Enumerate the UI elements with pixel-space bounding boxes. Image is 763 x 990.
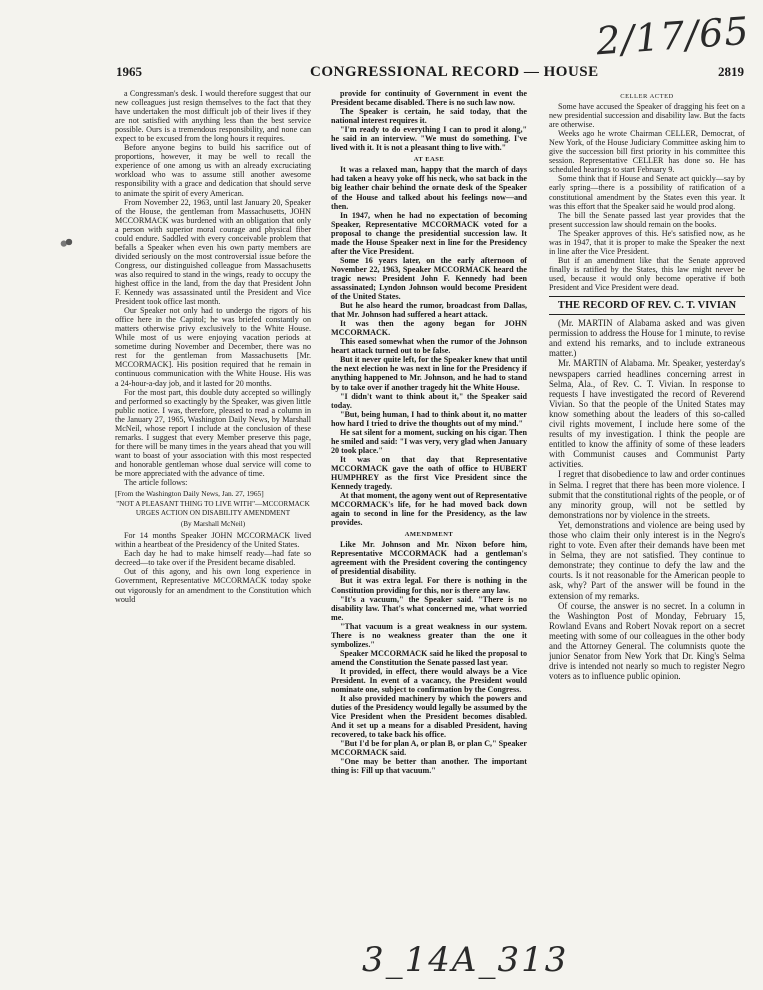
paragraph: Each day he had to make himself ready—had fate so decreed—to take over if the President became disabled. <box>115 549 311 568</box>
paragraph: It was then the agony began for JOHN MCCORMACK. <box>331 319 527 338</box>
paragraph: Before anyone begins to build his sacrifice out of proportions, however, it may be well to recall the experience of one among us with an already excruciating workload who was to assume still another awesome responsibility with a grace and dedication that should serve to animate the spirit of every American. <box>115 143 311 198</box>
handwritten-reference-number: 3_14A_313 <box>362 940 569 980</box>
paragraph: provide for continuity of Government in event the President became disabled. There is no such law now. <box>331 89 527 108</box>
paragraph: Yet, demonstrations and violence are being used by those who claim their only interest is in the Negro's right to vote. Even after their demands have been met in Selma, they are not satisfied. They continue to demonstrate; they continue to defy the law and the courts. Is it not reasonable for the American people to ask, why? Part of the answer will be found in the extension of my remarks. <box>549 519 745 601</box>
article-byline: (By Marshall McNeil) <box>180 520 246 529</box>
paragraph: For the most part, this double duty accepted so willingly and performed so exactingly by the Speaker, was given little public notice. I was, therefore, pleased to read a column in the January 27, 1965, Washington Daily News, by Marshall McNeil, whose report I include at the conclusion of these remarks. I suggest that every Member preserve this page, for there will be many times in the years ahead that you will want to boast of your association with this most respected and honorable gentleman whose dual service will come to be more appreciated with the advance of time. <box>115 387 311 478</box>
paragraph: But if an amendment like that the Senate approved finally is ratified by the States, this law might never be used, because it would only become operative if both President and Vice President were dead. <box>549 255 745 292</box>
paragraph: The Speaker approves of this. He's satisfied now, as he was in 1947, that it is proper to make the Speaker the next in line after the Vice President. <box>549 228 745 256</box>
paragraph: "It's a vacuum," the Speaker said. "There is no disability law. That's what concerned me, what worried me. <box>331 594 527 622</box>
paragraph: It was on that day that Representative MCCORMACK gave the oath of office to HUBERT HUMPHREY as the first Vice President since the Kennedy tragedy. <box>331 454 527 492</box>
paragraph: Of course, the answer is no secret. In a column in the Washington Post of Monday, February 15, Rowland Evans and Robert Novak report on a secret meeting with some of our colleagues in the other body and the Attorney General. The columnists quote the junior Senator from New York that Dr. King's Selma drive is intended not nearly so much to register Negro voters as to influence public opinion. <box>549 600 745 682</box>
subheading: AT EASE <box>413 156 445 164</box>
paragraph: Our Speaker not only had to undergo the rigors of his office here in the Capitol; he was briefed constantly on matters otherwise privy exclusively to the White House. While most of us were enjoying vacation periods at sometime during November and December, there was no rest for the gentleman from Massachusetts [Mr. MCCORMACK]. His position required that he remain in continuous communication with the White House. His was a 24-hour-a-day job, and it lasted for 20 months. <box>115 306 311 388</box>
paragraph: This eased somewhat when the rumor of the Johnson heart attack turned out to be false. <box>331 337 527 356</box>
paragraph: He sat silent for a moment, sucking on his cigar. Then he smiled and said: "I was very, very glad when January 20 took place." <box>331 427 527 455</box>
paragraph: "I didn't want to think about it," the Speaker said today. <box>331 391 527 410</box>
paragraph: In 1947, when he had no expectation of becoming Speaker, Representative MCCORMACK voted for a proposal to change the presidential succession law. It made the House Speaker next in line for the Presidency after the Vice President. <box>331 210 527 256</box>
column-2 <box>331 89 527 939</box>
paragraph: But he also heard the rumor, broadcast from Dallas, that Mr. Johnson had suffered a heart attack. <box>331 301 527 320</box>
paragraph: Like Mr. Johnson and Mr. Nixon before him, Representative MCCORMACK had a gentleman's agreement with the President covering the contingency of presidential disability. <box>331 540 527 577</box>
subheading: AMENDMENT <box>404 531 454 539</box>
column-3 <box>549 89 745 939</box>
paragraph: The article follows: <box>124 478 188 488</box>
paragraph: a Congressman's desk. I would therefore suggest that our new colleagues just resign themselves to the fact that they have undertaken the most difficult job of their lives if they are not satisfied with anything less than the best service possible. Ours is a tremendous responsibility, and none can expect to be excused from the long hours it requires. <box>115 89 311 144</box>
article-headline: "NOT A PLEASANT THING TO LIVE WITH"—MCCORMACK URGES ACTION ON DISABILITY AMENDMENT <box>116 500 310 518</box>
paragraph: It provided, in effect, there would always be a Vice President. In event of a vacancy, the President would nominate one, subject to confirmation by the Congress. <box>331 666 527 695</box>
paragraph: Some 16 years later, on the early afternoon of November 22, 1963, Speaker MCCORMACK heard the tragic news: President John F. Kennedy had been assassinated; Lyndon Johnson would become President of the United States. <box>331 255 527 302</box>
paragraph: "But, being human, I had to think about it, no matter how hard I tried to drive the thoughts out of my mind." <box>331 409 527 428</box>
paragraph: Out of this agony, and his own long experience in Government, Representative MCCORMACK today spoke out vigorously for an amendment to the Constitution which would <box>115 567 311 604</box>
handwritten-date: 2/17/65 <box>594 8 751 64</box>
paragraph: Some think that if House and Senate act quickly—say by early spring—there is a possibility of ratification of a constitutional amendment by the States even this year. It was this effort that the Speaker said he would prod along. <box>549 174 745 211</box>
paragraph: For 14 months Speaker JOHN MCCORMACK lived within a heartbeat of the Presidency of the United States. <box>115 531 311 550</box>
paragraph: "But I'd be for plan A, or plan B, or plan C," Speaker MCCORMACK said. <box>331 739 527 758</box>
paragraph: At that moment, the agony went out of Representative MCCORMACK's life, for he had moved back down again to second in line for the Presidency, as the law provides. <box>331 491 527 528</box>
paragraph: I regret that disobedience to law and order continues in Selma. I regret that there has been more violence. I submit that the constitutional rights of the people, or of any minority group, will not be settled by demonstrations nor by violence in the streets. <box>549 469 745 520</box>
paragraph: "I'm ready to do everything I can to prod it along," he said in an interview. "We must do something. I've lived with it. It is not a pleasant thing to live with." <box>331 125 527 153</box>
vivian-section <box>549 318 745 681</box>
column-1 <box>115 89 311 939</box>
paragraph: The bill the Senate passed last year provides that the present succession law should remain on the books. <box>549 210 745 229</box>
ink-smudge <box>56 234 82 250</box>
paragraph: Some have accused the Speaker of dragging his feet on a new presidential succession and disability law. But the facts are otherwise. <box>549 102 745 130</box>
paragraph: Mr. MARTIN of Alabama. Mr. Speaker, yesterday's newspapers carried headlines concerning arrest in Selma, Ala., of Rev. C. T. Vivian. In response to requests I have investigated the record of Reverend Vivian. So that the people of the United States may know something about the leaders of this so-called civil rights movement, I include here some of the results of my investigation. I think the people are entitled to know the affinity of some of these leaders with Communist causes and Communist Party activities. <box>549 358 745 470</box>
paragraph: "One may be better than another. The important thing is: Fill up that vacuum." <box>331 757 527 776</box>
paragraph: It was a relaxed man, happy that the march of days had taken a heavy yoke off his neck, who sat back in the big leather chair behind the ornate desk of the Speaker of the House and talked about his feelings now—and then. <box>331 165 527 211</box>
paragraph: The Speaker is certain, he said today, that the national interest requires it. <box>331 107 527 126</box>
paragraph: From November 22, 1963, until last January 20, Speaker of the House, the gentleman from Massachusetts, JOHN MCCORMACK was burdened with an obligation that only a person with superior moral courage and physical fiber could endure. Saddled with every conceivable problem that befalls a Speaker when even his own party members are divided seriously on the most controversial issue before the Congress, our distinguished colleague from Massachusetts was also required to stand in the wings, ready to occupy the highest office in the land, from the day that President John F. Kennedy was assassinated until the President and Vice President took office last month. <box>115 197 311 307</box>
header-page-number: 2819 <box>718 64 744 79</box>
header-year: 1965 <box>116 64 142 79</box>
header-title: CONGRESSIONAL RECORD — HOUSE <box>310 64 599 80</box>
paragraph: It also provided machinery by which the powers and duties of the Presidency would legally be assumed by the Vice President when the President becomes disabled. And it set up a means for a disabled President, having recovered, to take back his office. <box>331 694 527 740</box>
paragraph: Weeks ago he wrote Chairman CELLER, Democrat, of New York, of the House Judiciary Committee asking him to give the succession bill first priority in his committee this session. Representative CELLER has done so. He has scheduled hearings to start February 9. <box>549 129 745 175</box>
paragraph: But it never quite left, for the Speaker knew that until the next election he was next in line for the Presidency if anything happened to Mr. Johnson, and he had to stand by to take over if another tragedy hit the White House. <box>331 355 527 392</box>
paragraph: (Mr. MARTIN of Alabama asked and was given permission to address the House for 1 minute, to revise and extend his remarks, and to include extraneous matter.) <box>549 318 745 359</box>
paragraph: "That vacuum is a great weakness in our system. There is no weakness greater than the one it symbolizes." <box>331 621 527 649</box>
paragraph: But it was extra legal. For there is nothing in the Constitution providing for this, nor is there any law. <box>331 576 527 595</box>
section-title: THE RECORD OF REV. C. T. VIVIAN <box>549 296 745 315</box>
article-source: [From the Washington Daily News, Jan. 27, 1965] <box>115 489 264 499</box>
subheading: CELLER ACTED <box>620 93 674 100</box>
paragraph: Speaker MCCORMACK said he liked the proposal to amend the Constitution the Senate passed last year. <box>331 648 527 667</box>
